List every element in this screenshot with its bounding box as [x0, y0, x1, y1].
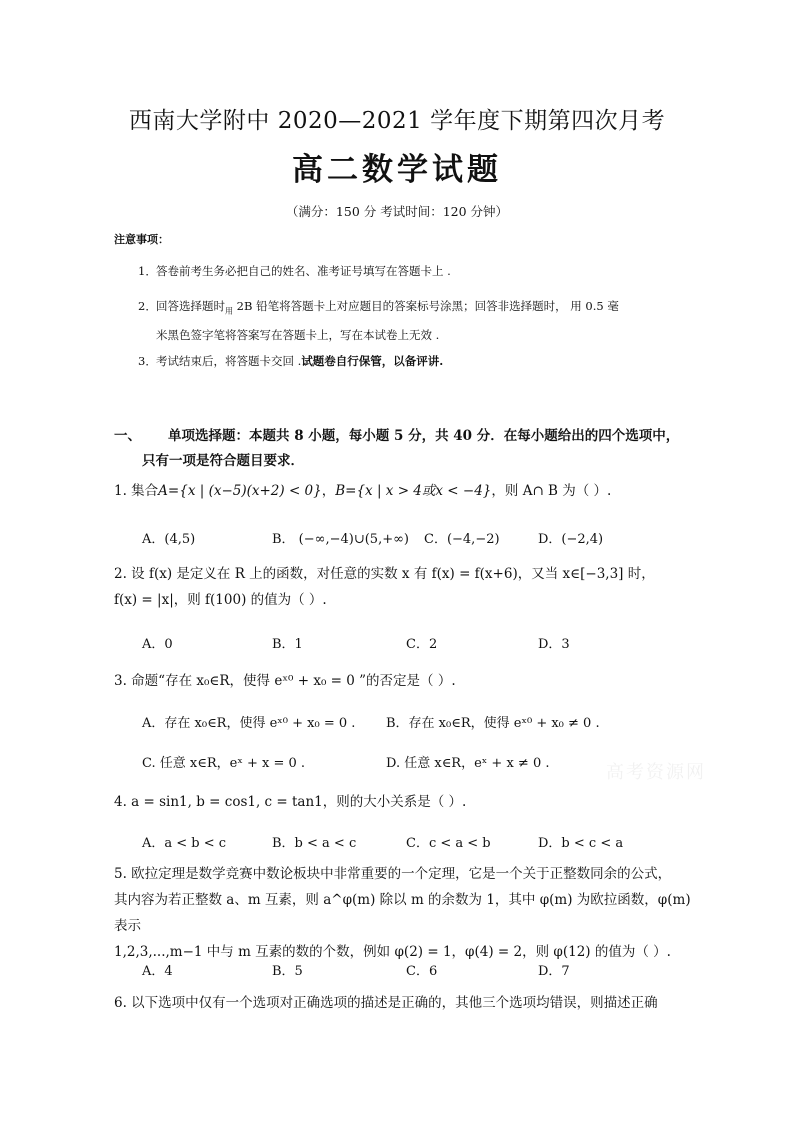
option-a: A．(4,5): [142, 532, 196, 547]
exam-subject-title: 高二数学试题: [292, 152, 502, 188]
notice-text: 考试结束后，将答题卡交回 .: [156, 354, 302, 368]
question-stem: 3. 命题“存在 x₀∈R，使得 eˣ⁰ + x₀ = 0 ”的否定是（ ）.: [114, 673, 456, 689]
section-heading: [114, 424, 694, 474]
section-number: 一、: [114, 428, 141, 444]
question-4: [114, 789, 694, 815]
option-a: A．4: [142, 964, 173, 979]
section-instruction-line2: 只有一项是符合题目要求．: [142, 453, 304, 469]
option-a: A．0: [142, 637, 173, 652]
notice-text-bold: 试题卷自行保管，以备评讲.: [301, 354, 444, 368]
option-a: A．存在 x₀∈R，使得 eˣ⁰ + x₀ = 0 .: [142, 716, 356, 731]
question-stem-line1: 2. 设 f(x) 是定义在 R 上的函数，对任意的实数 x 有 f(x) = f(x+6)，又当 x∈[−3,3] 时，: [114, 566, 655, 582]
option-b: B．5: [272, 964, 303, 979]
notice-item-2: [138, 294, 698, 347]
option-b: B．b < a < c: [272, 836, 357, 851]
notice-text-sub: 用: [225, 306, 233, 316]
question-stem-line2: f(x) = |x|，则 f(100) 的值为（ ）.: [114, 592, 327, 608]
question-1: [114, 478, 694, 504]
exam-info: （满分：150 分 考试时间：120 分钟）: [285, 204, 509, 219]
option-b: B． (−∞,−4)∪(5,+∞): [272, 532, 410, 547]
option-c: C．c < a < b: [406, 836, 491, 851]
notice-heading: 注意事项：: [114, 233, 169, 246]
question-stem-line1: 6. 以下选项中仅有一个选项对正确选项的描述是正确的，其他三个选项均错误，则描述正确: [114, 995, 658, 1011]
exam-title: 西南大学附中 2020—2021 学年度下期第四次月考: [128, 108, 666, 134]
question-stem-line3: 1,2,3,...,m−1 中与 m 互素的数的个数，例如 φ(2) = 1，φ(4) = 2，则 φ(12) 的值为（ ）.: [114, 944, 671, 960]
option-d: D．7: [538, 964, 570, 979]
notice-text: 回答选择题时: [156, 299, 225, 313]
question-stem-end: ，则 A∩ B 为（ ）.: [491, 483, 612, 499]
option-d: D．b < c < a: [538, 836, 624, 851]
question-stem-line1: 5. 欧拉定理是数学竞赛中数论板块中非常重要的一个定理，它是一个关于正整数同余的公式，: [114, 866, 672, 882]
option-d: D．(−2,4): [538, 532, 604, 547]
option-c: C．2: [406, 637, 438, 652]
set-a: A={x | (x−5)(x+2) < 0}: [158, 483, 322, 499]
notice-text: 2B 铅笔将答题卡上对应题目的答案标号涂黑；回答非选择题时， 用 0.5 毫: [233, 299, 619, 313]
question-2: [114, 561, 694, 613]
question-stem-line2: 其内容为若正整数 a、m 互素，则 a^φ(m) 除以 m 的余数为 1，其中 φ(m) 为欧拉函数，φ(m) 表示: [114, 892, 691, 934]
notice-item-1: [138, 259, 698, 283]
question-3: [114, 668, 694, 694]
watermark: 高考资源网: [606, 762, 706, 783]
notice-number: 3．: [138, 354, 157, 368]
option-c: C. 任意 x∈R，eˣ + x = 0 .: [142, 756, 306, 771]
question-5: [114, 861, 694, 965]
notice-item-3: [138, 349, 698, 373]
set-b: B={x | x > 4或x < −4}: [335, 483, 492, 499]
option-d: D. 任意 x∈R，eˣ + x ≠ 0 .: [386, 756, 550, 771]
option-b: B．1: [272, 637, 303, 652]
question-stem: 4. a = sin1, b = cos1, c = tan1，则的大小关系是（ ）.: [114, 794, 467, 810]
option-c: C．(−4,−2): [424, 532, 500, 547]
option-b: B．存在 x₀∈R，使得 eˣ⁰ + x₀ ≠ 0 .: [386, 716, 600, 731]
separator: ，: [321, 483, 336, 499]
option-c: C．6: [406, 964, 438, 979]
notice-number: 2．: [138, 299, 157, 313]
section-instruction-line1: 单项选择题：本题共 8 小题，每小题 5 分，共 40 分．在每小题给出的四个选项中，: [168, 428, 680, 444]
option-d: D．3: [538, 637, 570, 652]
notice-text: 答卷前考生务必把自己的姓名、准考证号填写在答题卡上 .: [156, 264, 451, 278]
question-6: [114, 990, 694, 1016]
notice-number: 1．: [138, 264, 157, 278]
notice-text: 米黑色签字笔将答案写在答题卡上，写在本试卷上无效 .: [156, 328, 440, 343]
question-stem: 1. 集合: [114, 483, 159, 499]
option-a: A．a < b < c: [142, 836, 227, 851]
